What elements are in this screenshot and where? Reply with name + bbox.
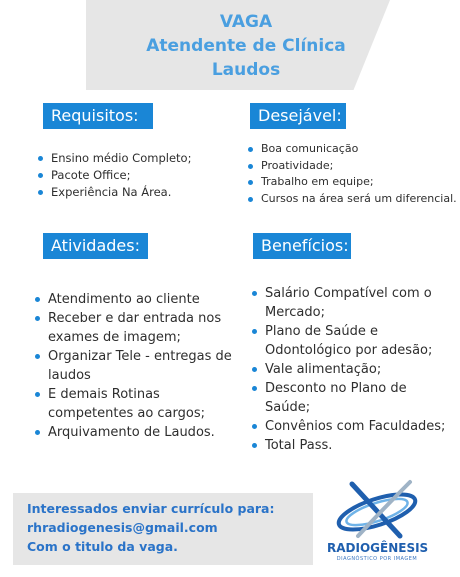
list-item: Salário Compatível com o Mercado;: [252, 284, 452, 322]
logo-name: RADIOGÊNESIS: [327, 541, 429, 555]
list-item: Ensino médio Completo;: [38, 150, 238, 167]
title-line-2: Atendente de Clínica: [146, 36, 346, 56]
contact-box: [13, 493, 313, 565]
desejavel-label: Desejável:: [250, 103, 346, 129]
list-item: Desconto no Plano de Saúde;: [252, 379, 452, 417]
desejavel-list: [248, 141, 458, 207]
job-title: [86, 10, 406, 82]
list-item: Proatividade;: [248, 158, 458, 175]
list-item: E demais Rotinas competentes ao cargos;: [35, 385, 235, 423]
list-item: Pacote Office;: [38, 167, 238, 184]
logo-tagline: DIAGNÓSTICO POR IMAGEM: [336, 556, 418, 562]
beneficios-list: [252, 284, 452, 455]
contact-email[interactable]: rhradiogenesis@gmail.com: [27, 520, 218, 535]
list-item: Plano de Saúde e Odontológico por adesão;: [252, 322, 452, 360]
list-item: Trabalho em equipe;: [248, 174, 458, 191]
list-item: Vale alimentação;: [252, 360, 452, 379]
title-line-3: Laudos: [211, 60, 281, 80]
atividades-list: [35, 290, 235, 442]
list-item: Convênios com Faculdades;: [252, 417, 452, 436]
list-item: Cursos na área será um diferencial.: [248, 191, 458, 208]
requisitos-list: [38, 150, 238, 201]
atividades-label: Atividades:: [43, 233, 148, 259]
list-item: Total Pass.: [252, 436, 452, 455]
contact-subject-note: Com o titulo da vaga.: [27, 539, 178, 554]
beneficios-label: Benefícios:: [253, 233, 351, 259]
list-item: Boa comunicação: [248, 141, 458, 158]
list-item: Atendimento ao cliente: [35, 290, 235, 309]
contact-intro: Interessados enviar currículo para:: [27, 501, 275, 516]
list-item: Receber e dar entrada nos exames de imagem;: [35, 309, 235, 347]
list-item: Organizar Tele - entregas de laudos: [35, 347, 235, 385]
title-line-1: VAGA: [219, 12, 273, 32]
requisitos-label: Requisitos:: [43, 103, 153, 129]
list-item: Experiência Na Área.: [38, 184, 238, 201]
list-item: Arquivamento de Laudos.: [35, 423, 235, 442]
